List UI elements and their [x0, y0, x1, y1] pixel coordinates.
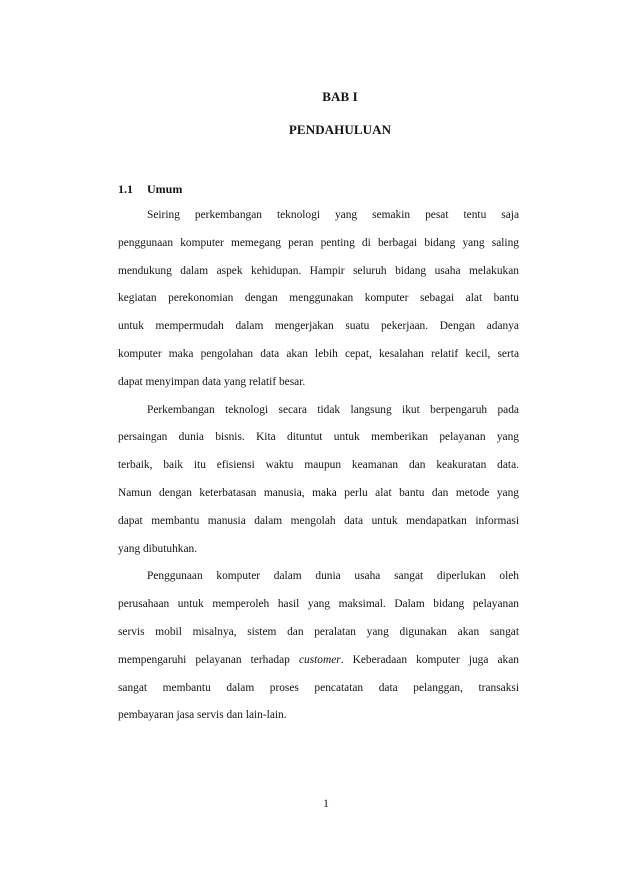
paragraph-3-line: [118, 647, 519, 675]
paragraph-1-line: mendukung dalam aspek kehidupan. Hampir seluruh bidang usaha melakukan: [118, 264, 519, 277]
paragraph-1-line: untuk mempermudah dalam mengerjakan suatu pekerjaan. Dengan adanya: [118, 320, 519, 333]
paragraph-2-line: terbaik, baik itu efisiensi waktu maupun keamanan dan keakuratan data.: [118, 459, 519, 472]
italic-term: customer: [298, 653, 341, 666]
section-number: 1.1: [118, 182, 133, 196]
section-heading: [118, 182, 182, 197]
paragraph-2-line: yang dibutuhkan.: [118, 542, 198, 555]
paragraph-2-line: Namun dengan keterbatasan manusia, maka perlu alat bantu dan metode yang: [118, 486, 519, 499]
paragraph-1-line: Seiring perkembangan teknologi yang semakin pesat tentu saja: [147, 209, 519, 221]
paragraph-1-line: komputer maka pengolahan data akan lebih cepat, kesalahan relatif kecil, serta: [118, 347, 519, 360]
paragraph-3-text: mempengaruhi pelayanan terhadap: [118, 653, 299, 666]
paragraph-3-line: Penggunaan komputer dalam dunia usaha sangat diperlukan oleh: [147, 570, 519, 583]
body-text: [118, 202, 519, 730]
paragraph-2-line: persaingan dunia bisnis. Kita dituntut untuk memberikan pelayanan yang: [118, 431, 519, 444]
chapter-number: BAB I: [322, 89, 358, 104]
paragraph-3-line: pembayaran jasa servis dan lain-lain.: [118, 709, 287, 722]
chapter-title: PENDAHULUAN: [288, 122, 392, 137]
page-number: 1: [323, 798, 329, 810]
paragraph-3-line: perusahaan untuk memperoleh hasil yang maksimal. Dalam bidang pelayanan: [118, 598, 519, 611]
paragraph-2-line: dapat membantu manusia dalam mengolah data untuk mendapatkan informasi: [118, 514, 519, 527]
paragraph-3-line: servis mobil misalnya, sistem dan peralatan yang digunakan akan sangat: [118, 625, 519, 638]
paragraph-3-text: . Keberadaan komputer juga akan: [340, 653, 519, 666]
paragraph-3-line: sangat membantu dalam proses pencatatan data pelanggan, transaksi: [118, 681, 519, 694]
paragraph-2-line: Perkembangan teknologi secara tidak langsung ikut berpengaruh pada: [147, 403, 519, 416]
paragraph-1-line: kegiatan perekonomian dengan menggunakan komputer sebagai alat bantu: [118, 292, 519, 305]
paragraph-1-line: penggunaan komputer memegang peran penting di berbagai bidang yang saling: [118, 236, 519, 249]
section-title: Umum: [147, 182, 183, 196]
paragraph-1-line: dapat menyimpan data yang relatif besar.: [118, 375, 306, 388]
